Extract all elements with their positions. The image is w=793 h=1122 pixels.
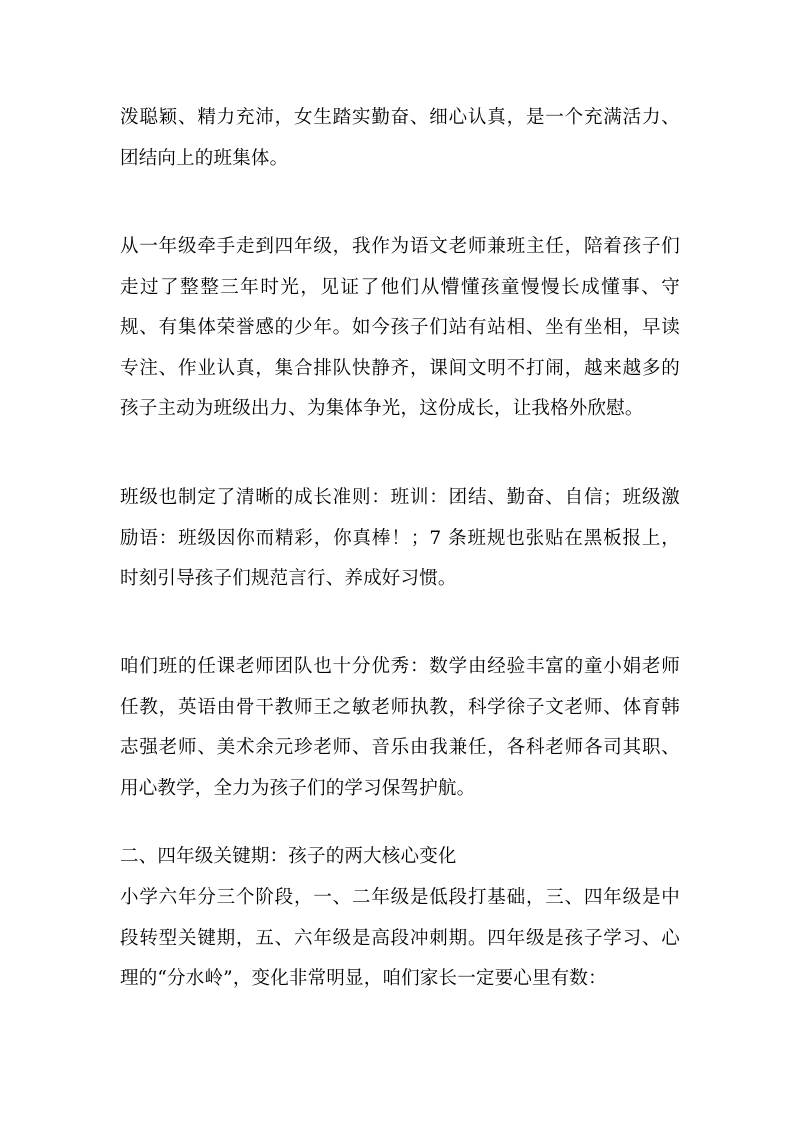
paragraph-class-description: 泼聪颖、精力充沛，女生踏实勤奋、细心认真，是一个充满活力、团结向上的班集体。 — [120, 107, 680, 169]
section-heading: 二、四年级关键期：孩子的两大核心变化 — [120, 846, 457, 867]
paragraph-grade-stages: 小学六年分三个阶段，一、二年级是低段打基础，三、四年级是中段转型关键期，五、六年级是高段冲刺期。四年级是孩子学习、心理的“分水岭”，变化非常明显，咱们家长一定要心里有数： — [120, 887, 680, 989]
paragraph-teacher-reflection: 从一年级牵手走到四年级，我作为语文老师兼班主任，陪着孩子们走过了整整三年时光，见证了他们从懵懂孩童慢慢长成懂事、守规、有集体荣誉感的少年。如今孩子们站有站相、坐有坐相，早读专注、作业认真，集合排队快静齐，课间文明不打闹，越来越多的孩子主动为班级出力、为集体争光，这份成长，让我格外欣慰。 — [120, 236, 680, 419]
paragraph-class-rules: 班级也制定了清晰的成长准则：班训：团结、勤奋、自信；班级激励语：班级因你而精彩，你真棒！；7 条班规也张贴在黑板报上，时刻引导孩子们规范言行、养成好习惯。 — [120, 487, 680, 589]
paragraph-teacher-team: 咱们班的任课老师团队也十分优秀：数学由经验丰富的童小娟老师任教，英语由骨干教师王之敏老师执教，科学徐子文老师、体育韩志强老师、美术余元珍老师、音乐由我兼任，各科老师各司其职、用心教学，全力为孩子们的学习保驾护航。 — [120, 656, 680, 799]
